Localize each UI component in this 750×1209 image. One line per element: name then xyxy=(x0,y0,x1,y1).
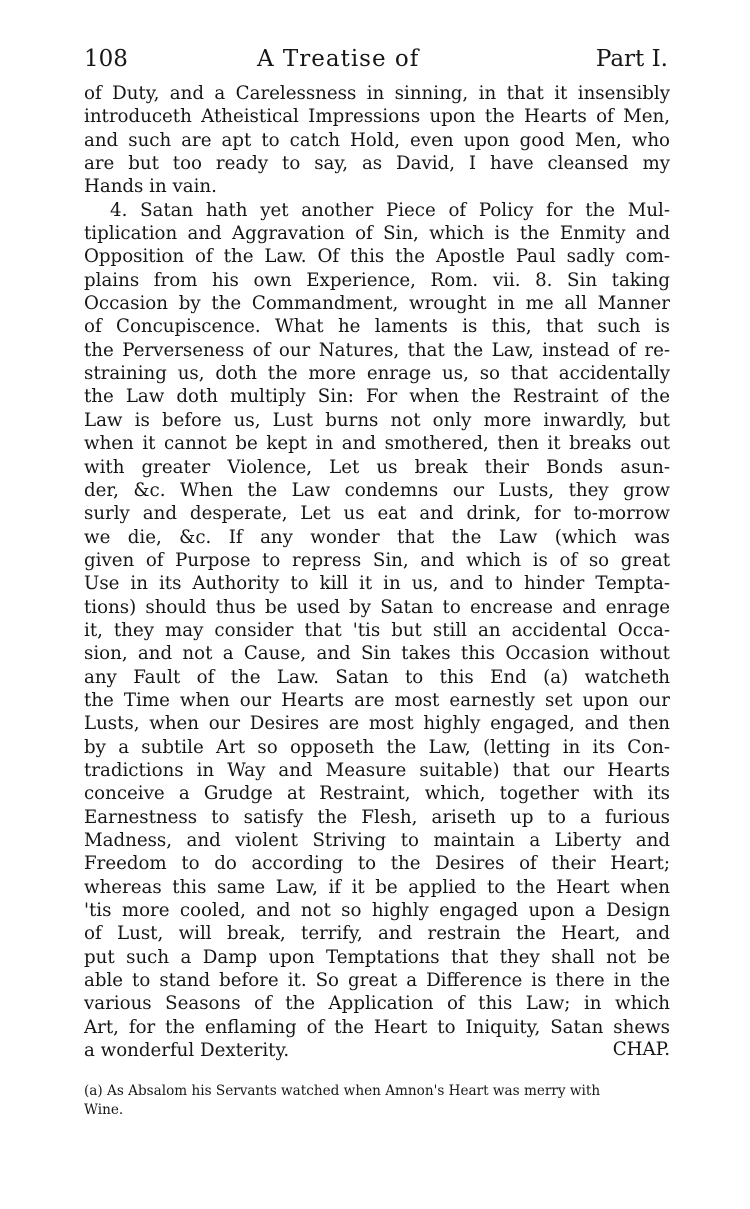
body-text xyxy=(84,82,670,1062)
text-line: tradictions in Way and Measure suitable) that our Hearts xyxy=(84,759,670,781)
text-line: Earnestness to satisfy the Flesh, ariseth up to a furious xyxy=(84,806,670,828)
text-line: it, they may consider that 'tis but still an accidental Occa- xyxy=(84,619,670,641)
text-line: are but too ready to say, as David, I have cleansed my xyxy=(84,153,670,175)
text-line: the Perverseness of our Natures, that the Law, instead of re- xyxy=(84,339,670,361)
footnote-line: Wine. xyxy=(84,1102,124,1119)
footnote xyxy=(84,1082,670,1120)
text-line: Use in its Authority to kill it in us, and to hinder Tempta- xyxy=(84,573,670,595)
text-line: surly and desperate, Let us eat and drink, for to-morrow xyxy=(84,503,670,525)
page-number: 108 xyxy=(84,46,128,72)
page-header xyxy=(84,42,670,82)
text-line: introduceth Atheistical Impressions upon the Hearts of Men, xyxy=(84,106,670,128)
text-line: of Duty, and a Carelessness in sinning, in that it insensibly xyxy=(84,83,670,104)
text-line: when it cannot be kept in and smothered, then it breaks out xyxy=(84,433,670,455)
part-label: Part I. xyxy=(595,46,668,72)
text-line: 4. Satan hath yet another Piece of Policy for the Mul- xyxy=(110,199,670,221)
text-line: der, &c. When the Law condemns our Lusts, they grow xyxy=(84,479,670,501)
text-line: we die, &c. If any wonder that the Law (which was xyxy=(84,526,670,548)
running-title: A Treatise of xyxy=(257,46,420,72)
text-line: Freedom to do according to the Desires of their Heart; xyxy=(84,853,670,875)
text-line: given of Purpose to repress Sin, and which is of so great xyxy=(84,549,670,571)
text-line: by a subtile Art so opposeth the Law, (letting in its Con- xyxy=(84,736,670,758)
text-line: tions) should thus be used by Satan to encrease and enrage xyxy=(84,596,670,618)
text-line: Law is before us, Lust burns not only more inwardly, but xyxy=(84,409,670,431)
text-line: tiplication and Aggravation of Sin, which is the Enmity and xyxy=(84,223,670,245)
text-line: conceive a Grudge at Restraint, which, together with its xyxy=(84,783,670,805)
text-line: Lusts, when our Desires are most highly engaged, and then xyxy=(84,713,670,735)
book-page xyxy=(84,42,670,1120)
text-line: plains from his own Experience, Rom. vii. 8. Sin taking xyxy=(84,269,670,291)
text-line: sion, and not a Cause, and Sin takes this Occasion without xyxy=(84,643,670,665)
text-line: and such are apt to catch Hold, even upon good Men, who xyxy=(84,129,670,151)
text-line: put such a Damp upon Temptations that they shall not be xyxy=(84,946,670,968)
text-line: straining us, doth the more enrage us, so that accidentally xyxy=(84,363,670,385)
text-line: a wonderful Dexterity. xyxy=(84,1040,290,1062)
text-line: whereas this same Law, if it be applied to the Heart when xyxy=(84,876,670,898)
text-line: with greater Violence, Let us break their Bonds asun- xyxy=(84,456,670,478)
text-line: of Concupiscence. What he laments is this, that such is xyxy=(84,316,670,338)
footnote-line: (a) As Absalom his Servants watched when Amnon's Heart was merry with xyxy=(84,1083,601,1100)
text-line: Art, for the enflaming of the Heart to Iniquity, Satan shews xyxy=(84,1016,670,1038)
text-line: of Lust, will break, terrify, and restrain the Heart, and xyxy=(84,923,670,945)
text-line: the Law doth multiply Sin: For when the Restraint of the xyxy=(84,386,670,408)
text-line: Hands in vain. xyxy=(84,176,217,198)
text-line: Opposition of the Law. Of this the Apostle Paul sadly com- xyxy=(84,246,670,268)
text-line: Madness, and violent Striving to maintain a Liberty and xyxy=(84,830,670,851)
text-line: Occasion by the Commandment, wrought in me all Manner xyxy=(84,293,670,315)
text-line: the Time when our Hearts are most earnestly set upon our xyxy=(84,689,670,711)
text-line: any Fault of the Law. Satan to this End (a) watcheth xyxy=(84,666,670,688)
text-line: 'tis more cooled, and not so highly engaged upon a Design xyxy=(84,900,670,922)
catchword: CHAP. xyxy=(612,1039,670,1061)
text-line: able to stand before it. So great a Difference is there in the xyxy=(84,970,670,992)
text-line: various Seasons of the Application of this Law; in which xyxy=(84,993,670,1015)
